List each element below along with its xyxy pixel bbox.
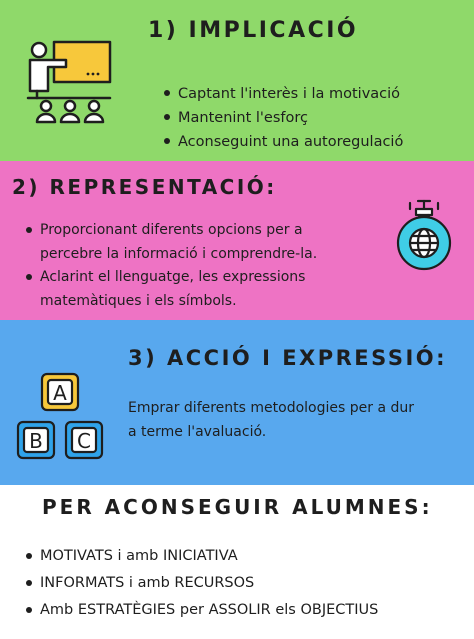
- list-item: Aconseguint una autoregulació: [162, 130, 403, 154]
- list-item: MOTIVATS i amb INICIATIVA: [24, 543, 378, 570]
- representacio-section: [0, 161, 474, 320]
- objectius-list: [24, 543, 378, 624]
- list-item: Amb ESTRATÈGIES per ASSOLIR els OBJECTIUS: [24, 597, 378, 624]
- list-item: Mantenint l'esforç: [162, 106, 403, 130]
- list-item: [24, 219, 317, 266]
- accio-paragraph: [128, 397, 414, 444]
- paragraph-line: a terme l'avaluació.: [128, 423, 267, 440]
- accio-expressio-section: [0, 320, 474, 485]
- representacio-list: [24, 219, 317, 313]
- objectius-section: [0, 485, 474, 639]
- implicacio-list: [162, 82, 403, 154]
- paragraph-line: Emprar diferents metodologies per a dur: [128, 400, 414, 416]
- list-item-line: matemàtiques i els símbols.: [40, 292, 237, 309]
- block-letter: C: [77, 429, 91, 453]
- block-letter: B: [29, 429, 43, 453]
- implicacio-section: [0, 0, 474, 161]
- list-item-line: Proporcionant diferents opcions per a: [40, 222, 303, 238]
- section-heading: 1) IMPLICACIÓ: [148, 18, 359, 43]
- section-heading: PER ACONSEGUIR ALUMNES:: [42, 495, 433, 519]
- list-item: [24, 266, 317, 313]
- list-item-line: percebre la informació i comprendre-la.: [40, 245, 318, 262]
- list-item: Captant l'interès i la motivació: [162, 82, 403, 106]
- block-letter: A: [53, 381, 67, 405]
- list-item-line: Aclarint el llenguatge, les expressions: [40, 269, 306, 285]
- teacher-board-icon: [24, 36, 116, 128]
- abc-blocks-icon: [16, 372, 112, 464]
- section-heading: 3) ACCIÓ I EXPRESSIÓ:: [128, 346, 448, 370]
- list-item: INFORMATS i amb RECURSOS: [24, 570, 378, 597]
- section-heading: 2) REPRESENTACIÓ:: [12, 175, 277, 199]
- globe-icon: [396, 199, 452, 271]
